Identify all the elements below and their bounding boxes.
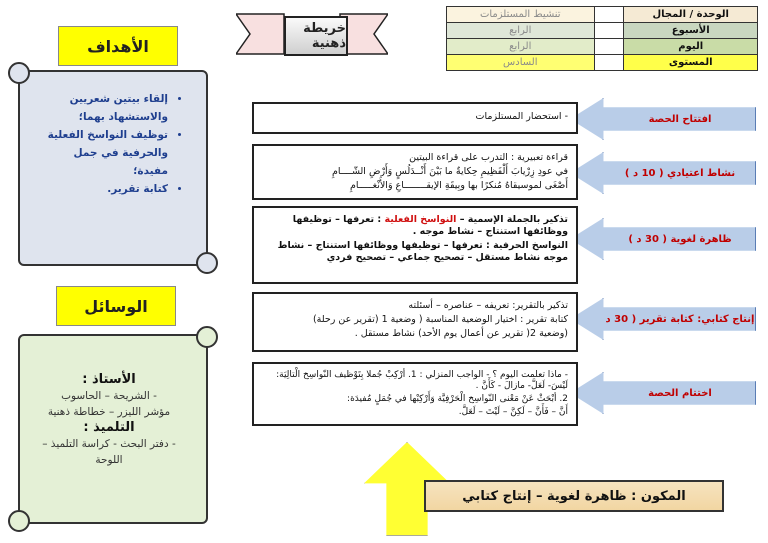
stage-routine-label: نشاط اعتيادي ( 10 د ) bbox=[624, 167, 736, 179]
opening-box bbox=[252, 102, 578, 134]
stage-writing-label: إنتاج كتابي: كتابة تقرير ( 30 د bbox=[605, 313, 755, 325]
day-value: الرابع bbox=[447, 39, 595, 55]
grammar-highlight: النواسخ الفعلية bbox=[384, 214, 457, 225]
unit-key: الوحدة / المجال bbox=[624, 7, 758, 23]
routine-line: أَصْغَى لموسيقاهُ مُنكرًا بها وبِيقَةِ الإيقــــــــاعِ وَالأَنْغـــــامِ bbox=[349, 180, 568, 191]
writing-box bbox=[252, 292, 578, 352]
closing-box bbox=[252, 362, 578, 426]
list-item: • توظيف النواسخ الفعلية والحرفية في جمل مفيدة؛ bbox=[36, 126, 168, 180]
scroll-curl-icon bbox=[196, 252, 218, 274]
grammar-line: تذكير بالجملة الإسمية – النواسخ الفعلية : تعرفها – توظيفها ووظائفها استنتاج – نشاط موجه . bbox=[292, 214, 568, 237]
writing-line: (وضعية 2( تقرير عن أعمال يوم الأحد) نشاط مستقل . bbox=[354, 328, 568, 339]
scroll-curl-icon bbox=[8, 510, 30, 532]
teacher-heading: الأستاذ : bbox=[82, 372, 136, 387]
scroll-curl-icon bbox=[196, 326, 218, 348]
list-item: - دفتر البحث - كراسة التلميذ – bbox=[42, 438, 176, 450]
list-item: - الشريحة – الحاسوب bbox=[61, 390, 157, 402]
level-key: المستوى bbox=[624, 55, 758, 71]
table-row bbox=[447, 39, 758, 55]
student-heading: التلميذ : bbox=[83, 420, 135, 435]
table-row bbox=[447, 55, 758, 71]
grammar-box bbox=[252, 206, 578, 284]
week-value: الرابع bbox=[447, 23, 595, 39]
opening-text: - استحضار المستلزمات bbox=[475, 111, 568, 122]
page-title: خريطة ذهنية bbox=[284, 16, 348, 56]
writing-line: كتابة تقرير : اختيار الوضعية المناسبة ( وضعية 1 (تقرير عن رحلة) bbox=[312, 314, 568, 325]
scroll-curl-icon bbox=[8, 62, 30, 84]
list-item: • كتابة تقرير. bbox=[36, 180, 168, 198]
means-scroll bbox=[18, 334, 208, 524]
routine-line: في عودِ زِرْيابَ أَلْفَظِيمِ حِكايةٌ ما بَيْنَ أَنْــدَلُسٍ وَأَرْضِ الشّــــامِ bbox=[332, 166, 568, 177]
unit-value: تنشيط المستلزمات bbox=[447, 7, 595, 23]
closing-line: أَنَّ – فَأَنَّ – لَكِنَّ – لَيْتَ – لَعَلَّ. bbox=[458, 407, 568, 417]
component-banner: المكون : ظاهرة لغوية – إنتاج كتابي bbox=[424, 480, 724, 512]
goals-list bbox=[36, 90, 180, 198]
means-body bbox=[30, 372, 188, 468]
stage-opening-label: افتتاح الحصة bbox=[648, 113, 712, 125]
info-table bbox=[446, 6, 758, 71]
week-key: الأسبوع bbox=[624, 23, 758, 39]
routine-line: قراءة تعبيرية : التدرب على قراءة البيتين bbox=[409, 152, 568, 163]
table-row bbox=[447, 7, 758, 23]
stage-grammar-label: ظاهرة لغوية ( 30 د ) bbox=[628, 233, 732, 245]
writing-line: تذكير بالتقرير: تعريفه – عناصره – أسئلته bbox=[408, 300, 568, 311]
stage-closing-label: اختتام الحصة bbox=[648, 387, 712, 399]
means-label: الوسائل bbox=[56, 286, 176, 326]
closing-line: 2. أبْحَثْ عَنْ مَعْنى النّواسِخ الْحَرْفِيَّة وَأَرْكِبْها في جُمَلٍ مُفيدَة: bbox=[347, 394, 568, 404]
day-key: اليوم bbox=[624, 39, 758, 55]
list-item: اللوحة bbox=[95, 454, 123, 466]
grammar-line: النواسخ الحرفية : تعرفها – توظيفها ووظائفها استنتاج – نشاط موجه نشاط مستقل – تصحيح جماعي – تصحيح فردي bbox=[277, 240, 568, 263]
goals-scroll bbox=[18, 70, 208, 266]
table-row bbox=[447, 23, 758, 39]
goals-label: الأهداف bbox=[58, 26, 178, 66]
closing-line: - ماذا تعلمت اليوم ؟ - الواجب المنزلي : 1. أرْكِبْ جُملا بِتَوْظيف النّواسِخ الْتالِيَة: لَيْسَ- لَعَلَّ- مازالَ - كَأَنَّ . bbox=[276, 370, 568, 391]
routine-box bbox=[252, 144, 578, 200]
level-value: السادس bbox=[447, 55, 595, 71]
list-item: مؤشر الليزر – خطاطة ذهنية bbox=[47, 406, 171, 418]
list-item: • إلقاء بيتين شعريين والاستشهاد بهما؛ bbox=[36, 90, 168, 126]
